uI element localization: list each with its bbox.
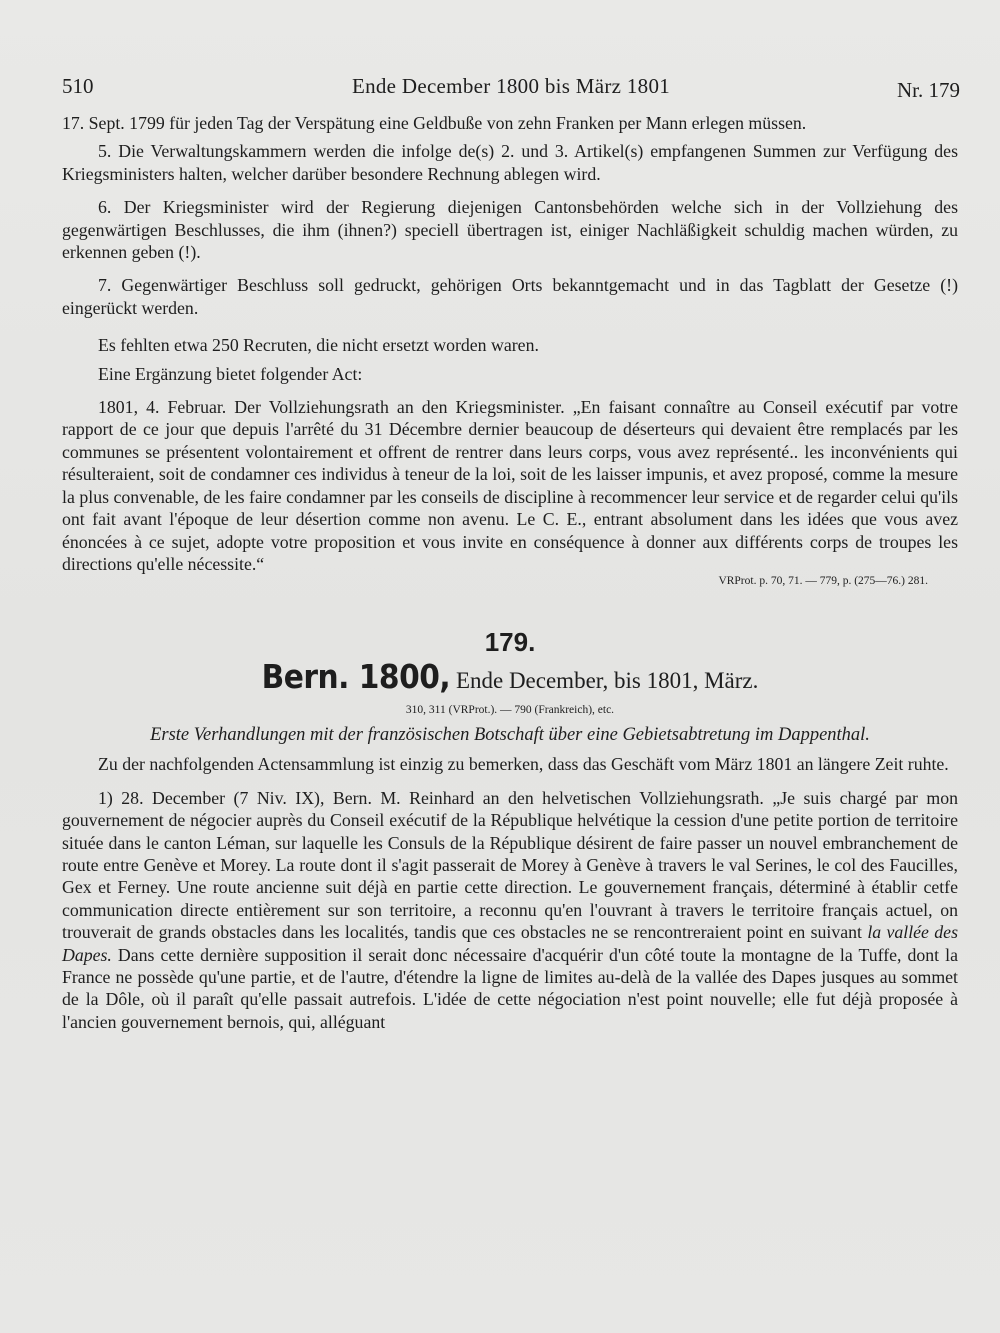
note-supplement: Eine Ergänzung bietet folgender Act: xyxy=(98,363,363,384)
page-number: 510 xyxy=(62,74,94,98)
section-references: 310, 311 (VRProt.). — 790 (Frankreich), etc. xyxy=(405,704,615,717)
running-header xyxy=(62,68,960,102)
act-1801-february: 1801, 4. Februar. Der Vollziehungsrath an den Kriegsminister. „En faisant connaître au Conseil exécutif par votre rapport de ce jour que depuis l'arrêté du 31 Décembre dernier beaucoup de déserteurs qui devaient être remplacés par les communes se présentent volontairement et offrent de rentrer dans leurs corps, vous avez représenté.. les inconvénients qui résulteraient, soit de condamner ces individus à teneur de la loi, soit de les laisser impunis, et avez proposé, comme la mesure la plus convenable, de les faire condamner par les conseils de discipline à recommencer leur service et de regarder celui qu'ils ont fait avant l'époque de leur désertion comme non avenu. Le C. E., entrant absolument dans les idées que vous avez énoncées à ce sujet, adopte votre proposition et vous invite en conséquence à donner aux différents corps de troupes les directions qu'elle nécessite.“ xyxy=(62,397,958,574)
document-1-text-b: Dans cette dernière supposition il serait donc nécessaire d'acquérir d'un côté toute la montagne de la Tuffe, dont la France ne possède qu'une partie, et de l'autre, d'étendre la ligne de limites au-delà de la vallée des Dapes jusques au sommet de la Dôle, où il paraît qu'elle passait autrefois. L'idée de cette négociation n'est point nouvelle; elle fut déjà proposée à l'ancien gouvernement bernois, qui, alléguant xyxy=(62,944,958,1032)
section-title-dates: Ende December, bis 1801, März. xyxy=(450,668,759,694)
document-1 xyxy=(62,787,958,1033)
article-5: 5. Die Verwaltungskammern werden die infolge de(s) 2. und 3. Artikel(s) empfangenen Summen zur Verfügung des Kriegsministers halten, welcher darüber besondere Rechnung ablegen wird. xyxy=(62,141,958,184)
section-title-place: Bern. 1800, xyxy=(261,657,451,697)
document-1-italic: la vallée des Dapes. xyxy=(62,922,958,965)
entry-number: Nr. 179 xyxy=(897,78,960,102)
document-1-text-a: 1) 28. December (7 Niv. IX), Bern. M. Reinhard an den helvetischen Vollziehungsrath. „Je suis chargé par mon gouvernement de négocier auprès du Conseil exécutif de la République helvétique la cession d'une petite portion de territoire située dans le canton Léman, sur laquelle les Consuls de la République désirent de faire passer un nouvel embranchement de route entre Genève et Morey. La route dont il s'agit passerait de Morey à Genève à travers le val Serines, le col des Faucilles, Gex et Ferney. Une route ancienne suit déjà en partie cette direction. Le gouvernement français, déterminé à établir cetfe communication directe entièrement sur son territoire, a reconnu qu'en l'ouvrant à travers le territoire français actuel, on trouverait de grands obstacles dans les localités, tandis que ces obstacles ne se rencontreraient point en suivant xyxy=(62,787,958,943)
article-6: 6. Der Kriegsminister wird der Regierung diejenigen Cantonsbehörden welche sich in der Vollziehung des gegenwärtigen Beschlusses, die ihm (ihnen?) speciell übertragen ist, einiger Nachläßigkeit schuldig machen würden, zu erkennen geben (!). xyxy=(62,197,958,263)
page-body xyxy=(62,112,958,1033)
note-recruits: Es fehlten etwa 250 Recruten, die nicht ersetzt worden waren. xyxy=(98,335,539,356)
source-citation: VRProt. p. 70, 71. — 779, p. (275—76.) 281. xyxy=(718,575,928,588)
section-number: 179. xyxy=(484,627,536,658)
section-intro: Zu der nachfolgenden Actensammlung ist einzig zu bemerken, dass das Geschäft vom März 1801 an längere Zeit ruhte. xyxy=(98,754,949,775)
running-title: Ende December 1800 bis März 1801 xyxy=(351,74,671,98)
paragraph-continuation: 17. Sept. 1799 für jeden Tag der Verspätung eine Geldbuße von zehn Franken per Mann erlegen müssen. xyxy=(62,113,807,133)
section-subtitle: Erste Verhandlungen mit der französischen Botschaft über eine Gebietsabtretung im Dappenthal. xyxy=(150,725,870,746)
article-7: 7. Gegenwärtiger Beschluss soll gedruckt, gehörigen Orts bekanntgemacht und in das Tagblatt der Gesetze (!) eingerückt werden. xyxy=(62,275,958,318)
section-title xyxy=(62,659,958,699)
